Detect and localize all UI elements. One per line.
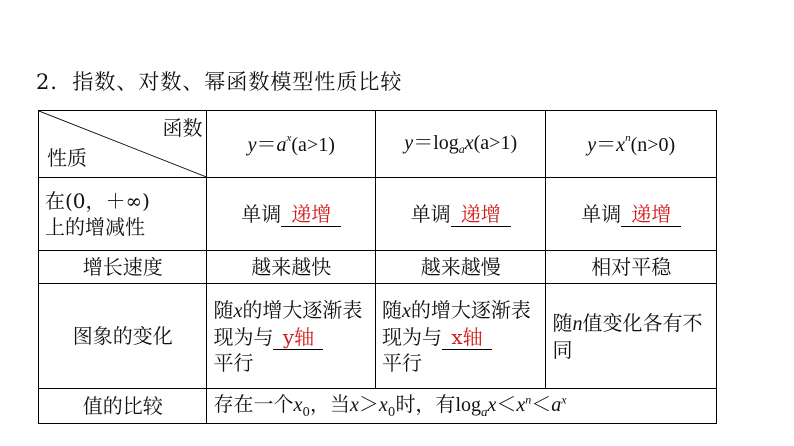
cell-prefix: 单调: [410, 202, 451, 226]
value-subscript: 0: [387, 405, 396, 420]
cell-value-comparison: [207, 389, 717, 424]
formula-log-base: a: [458, 142, 465, 157]
graph-text: 随: [213, 297, 234, 322]
answer-blank: 递增: [451, 203, 511, 227]
table-header-row: [39, 111, 717, 178]
comparison-table: [38, 110, 717, 424]
row-label-graph-change: 图象的变化: [39, 284, 207, 389]
graph-variable: n: [572, 312, 583, 335]
value-variable: x: [293, 394, 303, 417]
graph-text: 平行: [213, 350, 254, 375]
cell-exp-monotonic: [207, 178, 375, 251]
graph-text: 随: [552, 310, 573, 335]
value-superscript: x: [561, 392, 567, 407]
formula-lhs: y: [404, 132, 414, 155]
value-operator: ＜: [531, 392, 552, 417]
value-subscript: 0: [302, 405, 311, 420]
formula-lhs: y: [587, 133, 597, 156]
value-log: log: [455, 394, 481, 417]
corner-cell: [39, 111, 207, 178]
header-power: [546, 111, 717, 178]
cell-prefix: 单调: [241, 202, 282, 226]
formula-lhs: y: [247, 133, 257, 156]
value-subscript: a: [481, 404, 488, 420]
formula-exponent: x: [286, 131, 292, 144]
table-row-growth-speed: [39, 251, 717, 284]
answer-blank: 递增: [281, 203, 341, 227]
graph-text: 随: [381, 297, 402, 322]
page-title: 2．指数、对数、幂函数模型性质比较: [36, 70, 403, 94]
cell-prefix: 单调: [581, 202, 622, 226]
header-logarithmic: [375, 111, 546, 178]
graph-variable: x: [233, 299, 243, 322]
graph-text: 的增大逐渐表现为与: [213, 297, 363, 349]
value-variable: x: [516, 394, 526, 417]
table-row-graph-change: [39, 284, 717, 389]
value-variable: x: [378, 394, 388, 417]
formula-exponent: n: [625, 131, 631, 144]
cell-exp-graph: [207, 284, 375, 389]
corner-label-property: 性质: [47, 146, 87, 170]
formula-eq: ＝: [596, 133, 617, 156]
cell-pow-monotonic: [546, 178, 717, 251]
formula-base: a: [276, 133, 287, 156]
value-variable: a: [551, 394, 562, 417]
header-exponential: [207, 111, 375, 178]
value-text: ，当: [310, 392, 351, 417]
cell-log-speed: 越来越慢: [375, 251, 546, 284]
row-label-line: 上的增减性: [45, 215, 145, 239]
value-superscript: n: [525, 392, 532, 407]
formula-condition: (n>0): [630, 133, 676, 156]
answer-blank: 递增: [621, 203, 681, 227]
formula-arg: x: [464, 132, 474, 155]
graph-text: 值变化各有不同: [552, 310, 703, 362]
formula-condition: (a>1): [291, 133, 335, 156]
formula-eq: ＝: [256, 133, 277, 156]
row-label-monotonicity: [39, 178, 207, 251]
row-label-growth-speed: 增长速度: [39, 251, 207, 284]
graph-variable: x: [401, 299, 411, 322]
value-operator: ＜: [496, 392, 517, 417]
row-label-line: 在(0，＋∞): [45, 189, 150, 213]
value-variable: x: [487, 394, 497, 417]
table-row-monotonicity: [39, 178, 717, 251]
formula-eq: ＝: [413, 132, 434, 155]
value-text: 时，有: [395, 392, 456, 417]
value-operator: ＞: [358, 392, 379, 417]
answer-blank: x轴: [442, 326, 492, 350]
cell-log-graph: [375, 284, 546, 389]
row-label-value-comparison: 值的比较: [39, 389, 207, 424]
graph-text: 的增大逐渐表现为与: [381, 297, 531, 349]
cell-log-monotonic: [375, 178, 546, 251]
table-row-value-comparison: [39, 389, 717, 424]
formula-log: log: [433, 132, 459, 155]
value-variable: x: [350, 394, 359, 417]
formula-base: x: [616, 133, 626, 156]
cell-exp-speed: 越来越快: [207, 251, 375, 284]
graph-text: 平行: [381, 350, 422, 375]
corner-label-function: 函数: [162, 116, 203, 140]
cell-pow-speed: 相对平稳: [546, 251, 717, 284]
answer-blank: y轴: [273, 326, 323, 350]
formula-condition: (a>1): [473, 132, 518, 155]
cell-pow-graph: [546, 284, 717, 389]
value-text: 存在一个: [213, 392, 294, 417]
